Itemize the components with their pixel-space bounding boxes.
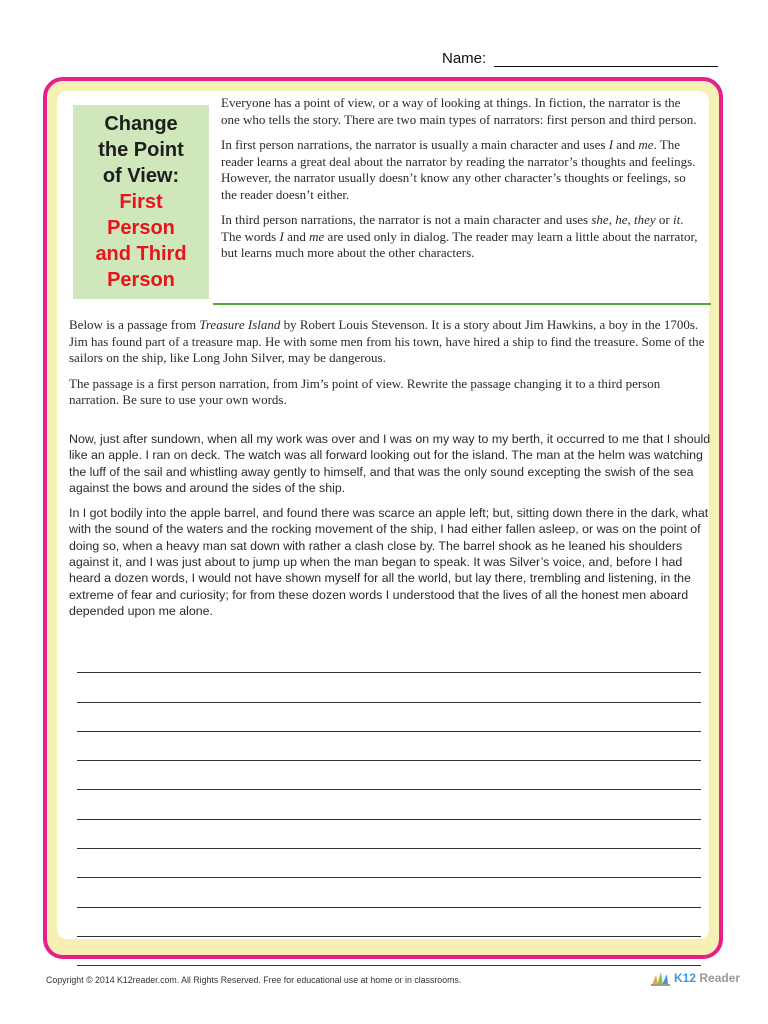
answer-line[interactable] [77, 703, 701, 732]
answer-line[interactable] [77, 673, 701, 702]
instructions-paragraph-1: Below is a passage from Treasure Island by Robert Louis Stevenson. It is a story about Jim Hawkins, a boy in the 1700s. Jim has found part of a treasure map. He with some men from his town, have hired a ship to find the treasure. Some of the sailors on the ship, like Long John Silver, may be dangerous. [69, 317, 705, 365]
passage-paragraph-2: In I got bodily into the apple barrel, and found there was scarce an apple left; but, sitting down there in the dark, what with the sound of the waters and the rocking movement of the ship, I had either fallen asleep, or was on the point of doing so, when a heavy man sat down with rather a clash close by. The barrel shook as he leaned his shoulders against it, and I was just about to jump up when the man began to speak. It was Silver’s voice, and, before I had heard a dozen words, I would not have shown myself for all the world, but lay there, trembling and listening, in the extreme of fear and curiosity; for from these dozen words I understood that the lives of all the honest men aboard depended upon me alone. [69, 506, 709, 618]
title-box [73, 105, 209, 299]
logo-reader: Reader [699, 971, 741, 985]
intro-paragraph-3: In third person narrations, the narrator is not a main character and uses she, he, they or it. The words I and me are used only in dialog. The reader may learn a little about the narrator, but learns much more about the other characters. [221, 212, 698, 260]
instructions-paragraph-2: The passage is a first person narration, from Jim’s point of view. Rewrite the passage changing it to a third person narration. Be sure to use your own words. [69, 375, 661, 407]
title-line-2: the Point [98, 139, 184, 161]
instructions-text [69, 317, 709, 418]
copyright-footer: Copyright © 2014 K12reader.com. All Rights Reserved. Free for educational use at home or in classrooms. [46, 975, 462, 985]
intro-paragraph-1: Everyone has a point of view, or a way of looking at things. In fiction, the narrator is the one who tells the story. There are two main types of narrators: first person and third person. [221, 95, 697, 127]
k12reader-logo [650, 969, 740, 987]
intro-text [221, 95, 701, 271]
answer-line[interactable] [77, 849, 701, 878]
section-divider [213, 303, 711, 305]
title-line-4: First [119, 191, 163, 213]
name-field-row [442, 50, 718, 67]
answer-line[interactable] [77, 937, 701, 966]
answer-line[interactable] [77, 790, 701, 819]
title-line-1: Change [104, 113, 178, 135]
answer-line[interactable] [77, 732, 701, 761]
title-line-6: and Third [95, 243, 187, 265]
title-line-5: Person [107, 217, 175, 239]
intro-paragraph-2: In first person narrations, the narrator is usually a main character and uses I and me. The reader learns a great deal about the narrator by reading the narrator’s thoughts and feelings. However, the narrator usually doesn’t know any other character’s thoughts or feelings, so the reader doesn’t either. [221, 137, 696, 202]
title-line-3: of View: [102, 165, 180, 187]
answer-line[interactable] [77, 908, 701, 937]
answer-lines [77, 644, 701, 966]
worksheet-panel [57, 91, 709, 939]
story-passage [69, 431, 711, 628]
logo-k12: K12 [674, 971, 697, 985]
answer-line[interactable] [77, 644, 701, 673]
book-leaves-icon [650, 969, 672, 987]
worksheet-frame [43, 77, 723, 959]
name-write-line[interactable] [494, 50, 718, 67]
title-line-7: Person [107, 269, 175, 291]
answer-line[interactable] [77, 878, 701, 907]
answer-line[interactable] [77, 761, 701, 790]
name-label: Name: [442, 50, 487, 67]
answer-line[interactable] [77, 820, 701, 849]
passage-paragraph-1: Now, just after sundown, when all my work was over and I was on my way to my berth, it occurred to me that I should like an apple. I ran on deck. The watch was all forward looking out for the island. The man at the helm was watching the luff of the sail and whistling away gently to himself, and that was the only sound excepting the swish of the sea against the bows and around the sides of the ship. [69, 432, 711, 495]
